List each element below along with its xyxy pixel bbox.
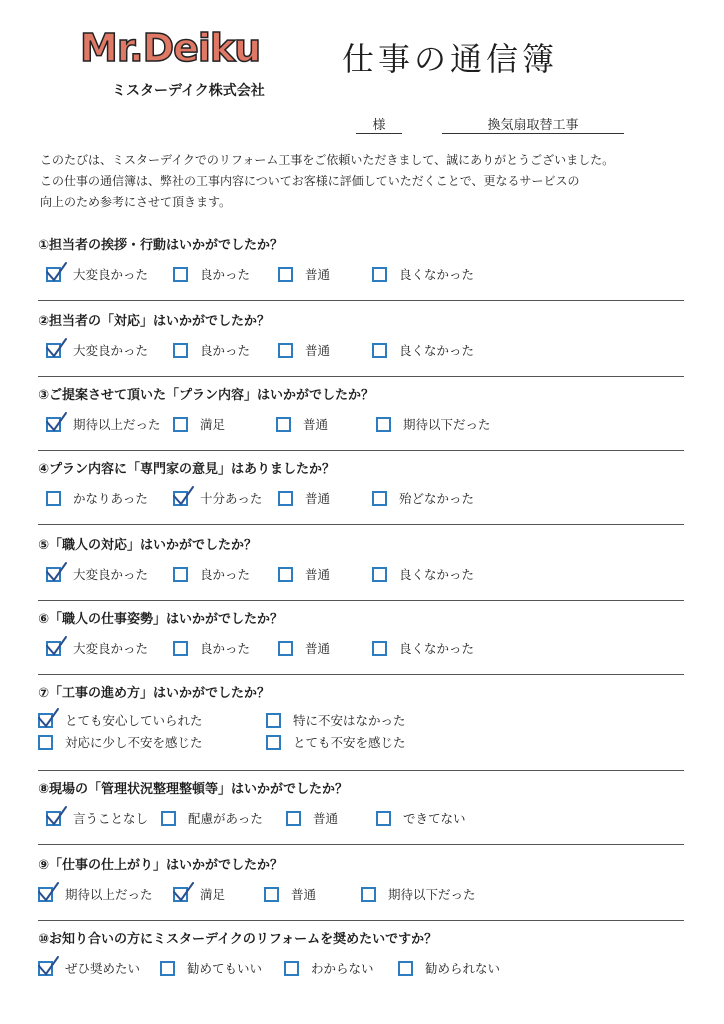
answer-checkbox[interactable] xyxy=(372,491,387,506)
answer-checkbox[interactable] xyxy=(264,887,279,902)
answer-checkbox[interactable] xyxy=(278,491,293,506)
page-title: 仕事の通信簿 xyxy=(342,40,559,78)
answer-option-label: 良くなかった xyxy=(399,343,475,358)
check-mark-icon xyxy=(44,337,68,359)
answer-option-label: 期待以上だった xyxy=(73,417,161,432)
section-divider xyxy=(38,600,684,601)
answer-checkbox[interactable] xyxy=(266,713,281,728)
answer-option-label: 期待以下だった xyxy=(388,887,476,902)
question-block xyxy=(38,536,686,582)
answer-option-label: 普通 xyxy=(291,887,317,902)
check-mark-icon xyxy=(36,881,60,903)
question-text: ①担当者の挨拶・行動はいかがでしたか？ xyxy=(38,238,284,253)
section-divider xyxy=(38,450,684,451)
check-mark-icon xyxy=(44,261,68,283)
answer-option-label: ぜひ奨めたい xyxy=(65,961,141,976)
question-block xyxy=(38,930,686,976)
section-divider xyxy=(38,770,684,771)
job-name-field: 換気扇取替工事 xyxy=(442,114,624,134)
answer-checkbox[interactable] xyxy=(361,887,376,902)
question-text: ④プラン内容に「専門家の意見」はありましたか？ xyxy=(38,462,336,477)
answer-option-label: 良くなかった xyxy=(399,567,475,582)
answer-checkbox[interactable] xyxy=(278,641,293,656)
answer-option-label: とても不安を感じた xyxy=(293,735,406,750)
answer-option-label: 言うことなし xyxy=(73,811,149,826)
answer-checkbox[interactable] xyxy=(398,961,413,976)
check-mark-icon xyxy=(36,707,60,729)
answer-option-label: 特に不安はなかった xyxy=(293,713,406,728)
answer-option-label: 殆どなかった xyxy=(399,491,475,506)
answer-option-label: 良かった xyxy=(200,641,251,656)
answer-option-label: 普通 xyxy=(305,343,331,358)
question-text: ②担当者の「対応」はいかがでしたか？ xyxy=(38,314,271,329)
intro-line: この仕事の通信簿は、弊社の工事内容についてお客様に評価していただくことで、更なるサービスの xyxy=(40,174,580,188)
answer-option-label: 満足 xyxy=(200,887,226,902)
answer-option-label: 大変良かった xyxy=(73,641,149,656)
answer-checkbox[interactable] xyxy=(376,811,391,826)
check-mark-icon xyxy=(44,635,68,657)
section-divider xyxy=(38,524,684,525)
check-mark-icon xyxy=(44,805,68,827)
answer-checkbox[interactable] xyxy=(160,961,175,976)
answer-option-label: とても安心していられた xyxy=(65,713,203,728)
check-mark-icon xyxy=(36,955,60,977)
answer-checkbox[interactable] xyxy=(276,417,291,432)
answer-option-label: 良かった xyxy=(200,267,251,282)
answer-checkbox[interactable] xyxy=(173,641,188,656)
answer-checkbox[interactable] xyxy=(278,343,293,358)
question-text: ⑥「職人の仕事姿勢」はいかがでしたか？ xyxy=(38,612,284,627)
answer-option-label: 普通 xyxy=(305,267,331,282)
answer-option-label: 十分あった xyxy=(200,491,263,506)
answer-option-label: 普通 xyxy=(305,491,331,506)
answer-checkbox[interactable] xyxy=(173,267,188,282)
addressee-field: 様 xyxy=(356,114,402,134)
answer-option-label: 普通 xyxy=(305,567,331,582)
answer-option-label: 良くなかった xyxy=(399,267,475,282)
section-divider xyxy=(38,674,684,675)
answer-checkbox[interactable] xyxy=(266,735,281,750)
answer-option-label: 対応に少し不安を感じた xyxy=(65,735,203,750)
answer-checkbox[interactable] xyxy=(284,961,299,976)
section-divider xyxy=(38,376,684,377)
answer-option-label: かなりあった xyxy=(73,491,148,506)
answer-option-label: わからない xyxy=(311,961,374,976)
answer-option-label: 普通 xyxy=(305,641,331,656)
answer-checkbox[interactable] xyxy=(46,491,61,506)
answer-checkbox[interactable] xyxy=(286,811,301,826)
question-block xyxy=(38,386,686,432)
answer-option-label: 大変良かった xyxy=(73,343,149,358)
question-block xyxy=(38,610,686,656)
company-name: ミスターデイク株式会社 xyxy=(112,83,265,99)
section-divider xyxy=(38,844,684,845)
answer-option-label: 配慮があった xyxy=(188,811,263,826)
answer-checkbox[interactable] xyxy=(278,267,293,282)
answer-option-label: できてない xyxy=(403,811,466,826)
answer-option-label: 大変良かった xyxy=(73,567,149,582)
question-text: ⑩お知り合いの方にミスターデイクのリフォームを奨めたいですか？ xyxy=(38,932,438,947)
answer-checkbox[interactable] xyxy=(161,811,176,826)
answer-checkbox[interactable] xyxy=(376,417,391,432)
question-text: ⑧現場の「管理状況整理整頓等」はいかがでしたか？ xyxy=(38,782,349,797)
question-block xyxy=(38,460,686,506)
question-block xyxy=(38,856,686,902)
intro-line: このたびは、ミスターデイクでのリフォーム工事をご依頼いただきまして、誠にありがとうございました。 xyxy=(40,153,615,167)
answer-option-label: 期待以下だった xyxy=(403,417,491,432)
question-block xyxy=(38,236,686,282)
answer-option-label: 普通 xyxy=(303,417,329,432)
answer-checkbox[interactable] xyxy=(173,417,188,432)
answer-option-label: 良かった xyxy=(200,567,251,582)
check-mark-icon xyxy=(44,561,68,583)
check-mark-icon xyxy=(44,411,68,433)
answer-checkbox[interactable] xyxy=(372,641,387,656)
question-text: ⑨「仕事の仕上がり」はいかがでしたか？ xyxy=(38,858,284,873)
section-divider xyxy=(38,920,684,921)
question-block xyxy=(38,684,686,750)
answer-checkbox[interactable] xyxy=(38,735,53,750)
intro-line: 向上のため参考にさせて頂きます。 xyxy=(40,195,232,209)
intro-text xyxy=(40,150,680,213)
answer-checkbox[interactable] xyxy=(278,567,293,582)
check-mark-icon xyxy=(171,881,195,903)
answer-option-label: 勧めてもいい xyxy=(187,961,263,976)
answer-option-label: 良かった xyxy=(200,343,251,358)
question-block xyxy=(38,780,686,826)
answer-option-label: 期待以上だった xyxy=(65,887,153,902)
answer-checkbox[interactable] xyxy=(173,567,188,582)
question-text: ⑤「職人の対応」はいかがでしたか？ xyxy=(38,538,258,553)
question-block xyxy=(38,312,686,358)
section-divider xyxy=(38,300,684,301)
answer-checkbox[interactable] xyxy=(372,567,387,582)
answer-option-label: 良くなかった xyxy=(399,641,475,656)
answer-checkbox[interactable] xyxy=(173,343,188,358)
answer-option-label: 普通 xyxy=(313,811,339,826)
question-text: ⑦「工事の進め方」はいかがでしたか？ xyxy=(38,686,271,701)
answer-option-label: 大変良かった xyxy=(73,267,149,282)
answer-checkbox[interactable] xyxy=(372,267,387,282)
check-mark-icon xyxy=(171,485,195,507)
answer-option-label: 勧められない xyxy=(425,961,501,976)
answer-option-label: 満足 xyxy=(200,417,226,432)
answer-checkbox[interactable] xyxy=(372,343,387,358)
company-logo: Mr.Deiku xyxy=(80,26,261,70)
question-text: ③ご提案させて頂いた「プラン内容」はいかがでしたか？ xyxy=(38,388,375,403)
